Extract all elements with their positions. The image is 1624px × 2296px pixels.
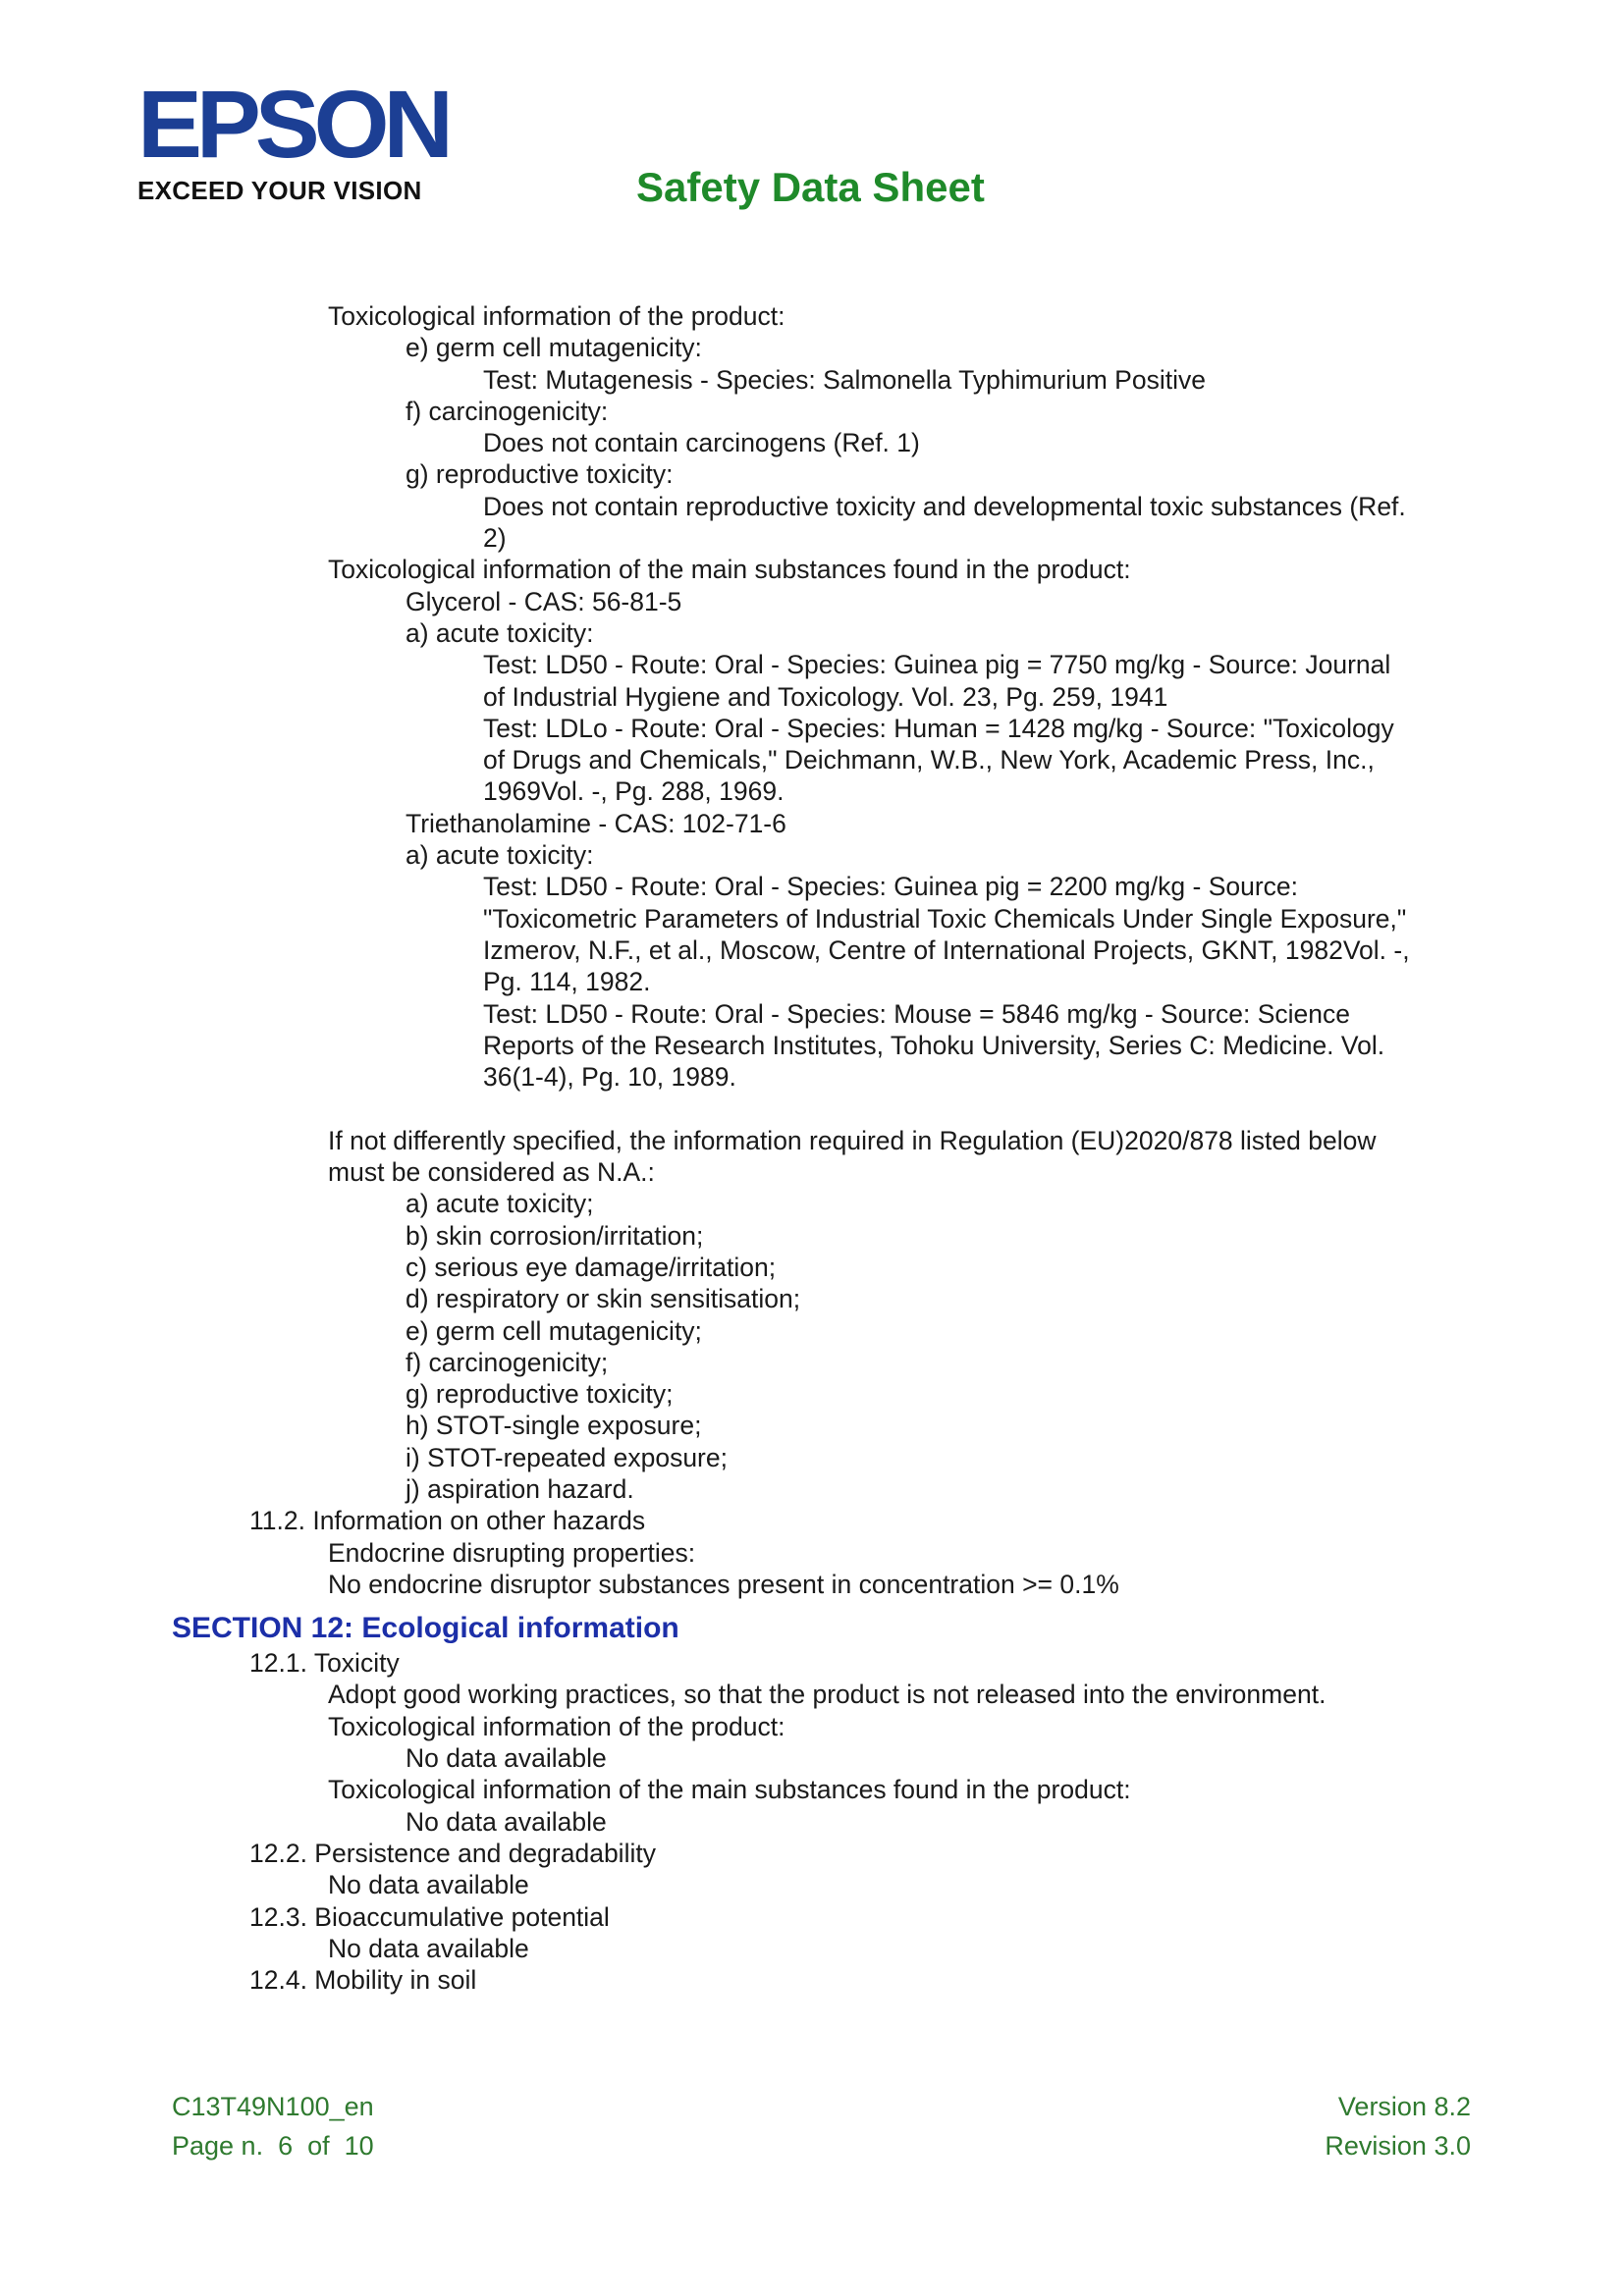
glycerol-name: Glycerol - CAS: 56-81-5 (406, 586, 682, 616)
regulation-line-1: If not differently specified, the information required in Regulation (EU)2020/878 listed below (328, 1125, 1377, 1155)
tox-main-heading: Toxicological information of the main substances found in the product: (328, 555, 1131, 585)
germ-cell-test: Test: Mutagenesis - Species: Salmonella Typhimurium Positive (483, 364, 1206, 395)
regulation-line-2: must be considered as N.A.: (328, 1157, 655, 1188)
na-list-item: f) carcinogenicity; (406, 1347, 609, 1377)
reproductive-text-line-1: Does not contain reproductive toxicity and developmental toxic substances (Ref. (483, 491, 1406, 521)
na-list-item: e) germ cell mutagenicity; (406, 1315, 702, 1346)
version-label: Version 8.2 (1337, 2092, 1471, 2121)
tea-test-1-line-2: "Toxicometric Parameters of Industrial Toxic Chemicals Under Single Exposure," (483, 903, 1407, 934)
logo-wordmark: EPSON (137, 71, 448, 178)
na-list-item: i) STOT-repeated exposure; (406, 1442, 728, 1472)
glycerol-test-1-line-1: Test: LD50 - Route: Oral - Species: Guinea pig = 7750 mg/kg - Source: Journal (483, 650, 1391, 680)
subsection-12-3-heading: 12.3. Bioaccumulative potential (249, 1901, 610, 1932)
germ-cell-label: e) germ cell mutagenicity: (406, 333, 702, 363)
na-list-item: b) skin corrosion/irritation; (406, 1220, 704, 1251)
page-number: Page n. 6 of 10 (172, 2131, 374, 2161)
na-list-item: h) STOT-single exposure; (406, 1411, 702, 1441)
section-12-heading: SECTION 12: Ecological information (172, 1612, 679, 1645)
glycerol-test-2-line-2: of Drugs and Chemicals," Deichmann, W.B., New York, Academic Press, Inc., (483, 745, 1375, 775)
subsection-12-1-tox-product: Toxicological information of the product: (328, 1711, 785, 1741)
tea-test-2-line-1: Test: LD50 - Route: Oral - Species: Mouse = 5846 mg/kg - Source: Science (483, 998, 1351, 1029)
subsection-12-1-tox-main: Toxicological information of the main substances found in the product: (328, 1775, 1131, 1805)
tea-test-2-line-3: 36(1-4), Pg. 10, 1989. (483, 1062, 736, 1093)
subsection-12-3-text: No data available (328, 1933, 529, 1963)
tox-product-heading: Toxicological information of the product: (328, 301, 785, 331)
subsection-12-1-heading: 12.1. Toxicity (249, 1648, 400, 1679)
spacer (0, 1600, 1624, 1610)
logo-tagline: EXCEED YOUR VISION (137, 176, 422, 205)
epson-logo (137, 71, 448, 205)
triethanolamine-name: Triethanolamine - CAS: 102-71-6 (406, 808, 786, 838)
reproductive-label: g) reproductive toxicity: (406, 459, 674, 490)
document-title: Safety Data Sheet (636, 164, 985, 210)
glycerol-test-2-line-1: Test: LDLo - Route: Oral - Species: Human = 1428 mg/kg - Source: "Toxicology (483, 713, 1394, 743)
tea-test-1-line-4: Pg. 114, 1982. (483, 967, 651, 997)
endocrine-text: No endocrine disruptor substances present in concentration >= 0.1% (328, 1569, 1119, 1599)
footer-left (172, 2087, 374, 2165)
na-list-item: a) acute toxicity; (406, 1189, 594, 1219)
document-body (0, 300, 1624, 1996)
endocrine-label: Endocrine disrupting properties: (328, 1537, 696, 1568)
subsection-12-1-text: Adopt good working practices, so that the product is not released into the environment. (328, 1680, 1326, 1710)
triethanolamine-acute-label: a) acute toxicity: (406, 840, 594, 871)
revision-label: Revision 3.0 (1325, 2131, 1471, 2161)
glycerol-test-2-line-3: 1969Vol. -, Pg. 288, 1969. (483, 776, 785, 807)
carcinogenicity-text: Does not contain carcinogens (Ref. 1) (483, 428, 920, 458)
subsection-12-4-heading: 12.4. Mobility in soil (249, 1965, 477, 1996)
subsection-12-1-no-data: No data available (406, 1806, 607, 1837)
na-list-item: g) reproductive toxicity; (406, 1379, 674, 1410)
subsection-12-2-heading: 12.2. Persistence and degradability (249, 1838, 656, 1868)
document-code: C13T49N100_en (172, 2092, 374, 2121)
carcinogenicity-label: f) carcinogenicity: (406, 396, 609, 426)
reproductive-text-line-2: 2) (483, 523, 507, 554)
subsection-12-2-text: No data available (328, 1870, 529, 1900)
tea-test-2-line-2: Reports of the Research Institutes, Tohoku University, Series C: Medicine. Vol. (483, 1030, 1385, 1060)
glycerol-test-1-line-2: of Industrial Hygiene and Toxicology. Vol. 23, Pg. 259, 1941 (483, 681, 1168, 712)
na-list-item: j) aspiration hazard. (406, 1473, 634, 1504)
subsection-12-1-no-data: No data available (406, 1743, 607, 1774)
tea-test-1-line-3: Izmerov, N.F., et al., Moscow, Centre of International Projects, GKNT, 1982Vol. -, (483, 934, 1410, 965)
subsection-11-2-heading: 11.2. Information on other hazards (249, 1506, 646, 1536)
na-list-item: c) serious eye damage/irritation; (406, 1252, 777, 1282)
na-list-item: d) respiratory or skin sensitisation; (406, 1284, 801, 1314)
glycerol-acute-label: a) acute toxicity: (406, 617, 594, 648)
spacer (0, 1093, 1624, 1124)
tea-test-1-line-1: Test: LD50 - Route: Oral - Species: Guinea pig = 2200 mg/kg - Source: (483, 872, 1299, 902)
footer-right (1325, 2087, 1471, 2165)
